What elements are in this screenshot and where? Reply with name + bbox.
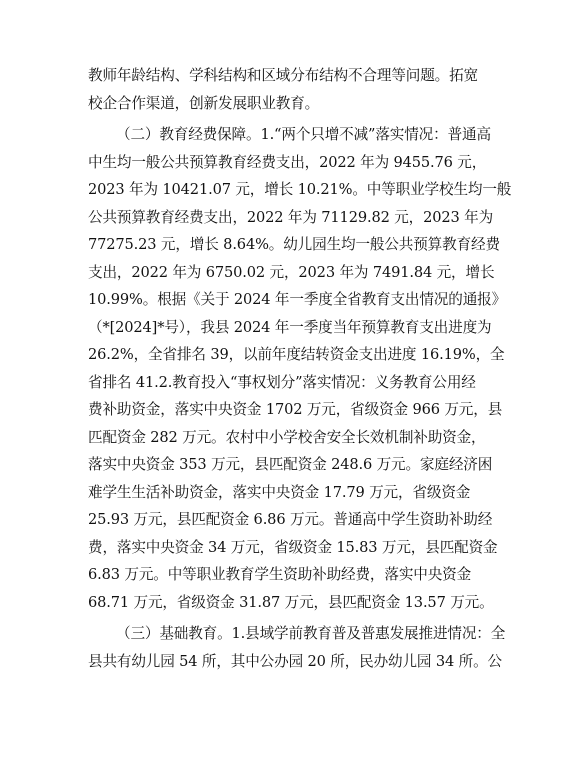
text-line: 省排名 41.2.教育投入“事权划分”落实情况：义务教育公用经	[88, 373, 476, 391]
text-line: 77275.23 元，增长 8.64%。幼儿园生均一般公共预算教育经费	[88, 236, 500, 253]
text-line: 公共预算教育经费支出，2022 年为 71129.82 元，2023 年为	[88, 208, 494, 226]
text-line: 难学生生活补助资金，落实中央资金 17.79 万元，省级资金	[88, 483, 471, 501]
text-line: 落实中央资金 353 万元，县匹配资金 248.6 万元。家庭经济困	[88, 456, 493, 473]
paragraph	[88, 121, 512, 616]
text-line: 25.93 万元，县匹配资金 6.86 万元。普通高中学生资助补助经	[88, 511, 493, 528]
text-line: 匹配资金 282 万元。农村中小学校舍安全长效机制补助资金，	[88, 428, 486, 446]
text-line: 费补助资金，落实中央资金 1702 万元，省级资金 966 万元，县	[88, 401, 503, 418]
paragraph	[88, 62, 504, 117]
text-line: 26.2%，全省排名 39，以前年度结转资金支出进度 16.19%，全	[88, 346, 505, 363]
text-line: 县共有幼儿园 54 所，其中公办园 20 所，民办幼儿园 34 所。公	[88, 652, 502, 670]
text-line: 支出，2022 年为 6750.02 元，2023 年为 7491.84 元，增长	[88, 263, 495, 281]
text-line: 10.99%。根据《关于 2024 年一季度全省教育支出情况的通报》	[88, 291, 507, 308]
text-line: 校企合作渠道，创新发展职业教育。	[88, 94, 320, 112]
document-page	[88, 62, 512, 675]
text-line: （三）基础教育。1.县域学前教育普及普惠发展推进情况：全	[116, 625, 506, 642]
text-line: 中生均一般公共预算教育经费支出，2022 年为 9455.76 元，	[88, 153, 487, 171]
text-line: 68.71 万元，省级资金 31.87 万元，县匹配资金 13.57 万元。	[88, 593, 494, 611]
text-line: 教师年龄结构、学科结构和区域分布结构不合理等问题。拓宽	[88, 67, 478, 84]
text-line: 2023 年为 10421.07 元，增长 10.21%。中等职业学校生均一般	[88, 181, 512, 198]
text-line: （二）教育经费保障。1.“两个只增不减”落实情况：普通高	[116, 126, 491, 143]
text-line: （*[2024]*号），我县 2024 年一季度当年预算教育支出进度为	[88, 318, 492, 336]
text-line: 6.83 万元。中等职业教育学生资助补助经费，落实中央资金	[88, 566, 472, 583]
text-line: 费，落实中央资金 34 万元，省级资金 15.83 万元，县匹配资金	[88, 538, 498, 556]
paragraph	[88, 620, 504, 675]
